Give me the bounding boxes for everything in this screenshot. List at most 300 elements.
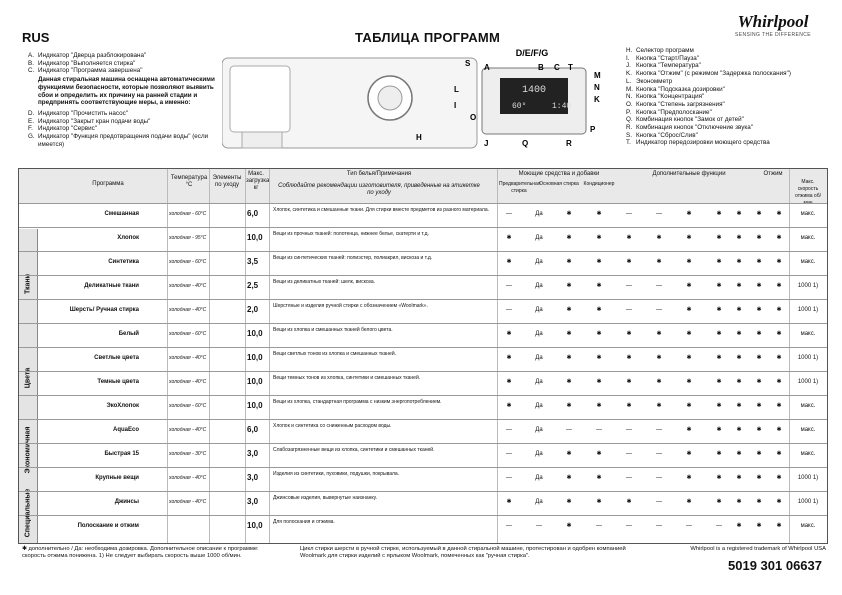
option-mark: ✱: [736, 475, 742, 481]
header-fabric-sub: Соблюдайте рекомендации изготовителя, приведенные на этикетке по уходу: [278, 183, 480, 196]
option-mark: —: [506, 523, 512, 529]
legend-text: Кнопка "Предполоскание": [636, 108, 712, 116]
callout-defg: D/E/F/G: [515, 48, 549, 58]
option-mark: —: [506, 475, 512, 481]
legend-key: K.: [626, 70, 632, 78]
option-mark: ✱: [566, 523, 572, 529]
option-mark: ✱: [776, 499, 782, 505]
header-conditioner: Кондиционер: [583, 181, 615, 187]
legend-text: Индикатор "Сервис": [38, 125, 98, 133]
program-note: Вещи из хлопка и смешанных тканей белого цвета.: [273, 327, 393, 333]
row-divider: [19, 227, 827, 228]
program-load: 10,0: [247, 377, 263, 386]
option-mark: Да: [535, 379, 543, 385]
option-mark: ✱: [716, 379, 722, 385]
callout-p: P: [590, 125, 596, 134]
program-note: Вещи из прочных тканей: полотенца, нижнее белье, скатерти и т.д.: [273, 231, 429, 237]
option-mark: ✱: [566, 379, 572, 385]
program-note: Изделия из синтетики, пуховики, подушки, покрывала.: [273, 471, 400, 477]
program-name: AquaEco: [112, 427, 139, 433]
lcd-spin: 1400: [521, 85, 547, 96]
option-mark: —: [596, 523, 602, 529]
option-mark: —: [506, 451, 512, 457]
program-load: 10,0: [247, 401, 263, 410]
option-mark: ✱: [566, 331, 572, 337]
option-mark: ✱: [656, 259, 662, 265]
option-mark: ✱: [566, 499, 572, 505]
callout-l: L: [454, 85, 459, 94]
row-divider: [19, 275, 827, 276]
legend-left: [28, 52, 216, 148]
option-mark: ✱: [566, 307, 572, 313]
option-mark: ✱: [686, 379, 692, 385]
option-mark: ✱: [716, 403, 722, 409]
option-mark: ✱: [626, 331, 632, 337]
program-note: Для полоскания и отжима.: [273, 519, 335, 525]
option-mark: ✱: [736, 523, 742, 529]
program-spin: макс.: [800, 211, 816, 217]
program-note: Вещи из хлопка, стандартная программа с низким энергопотреблением.: [273, 399, 442, 405]
callout-m: M: [594, 71, 601, 80]
option-mark: —: [506, 211, 512, 217]
option-mark: ✱: [626, 403, 632, 409]
header-fabric: Тип белья/Примечания: [346, 171, 412, 177]
program-temp: холодная - 40°C: [169, 355, 207, 361]
option-mark: —: [656, 499, 662, 505]
program-temp: холодная - 40°C: [169, 475, 207, 481]
option-mark: —: [536, 523, 542, 529]
option-mark: —: [656, 475, 662, 481]
option-mark: —: [506, 307, 512, 313]
option-mark: —: [686, 523, 692, 529]
option-mark: ✱: [596, 379, 602, 385]
option-mark: ✱: [566, 211, 572, 217]
option-mark: ✱: [686, 259, 692, 265]
option-mark: Да: [535, 355, 543, 361]
option-mark: —: [596, 427, 602, 433]
legend-key: I.: [626, 54, 630, 62]
program-note: Вещи из деликатных тканей: шелк, вискоза.: [273, 279, 376, 285]
option-mark: ✱: [716, 427, 722, 433]
program-note: Хлопок и синтетика со сниженным расходом воды.: [273, 423, 392, 429]
option-mark: ✱: [686, 475, 692, 481]
legend-key: F.: [28, 125, 33, 133]
option-mark: Да: [535, 499, 543, 505]
option-mark: ✱: [756, 427, 762, 433]
program-spin: 1000 1): [797, 307, 819, 313]
group-label: Специальные: [24, 488, 32, 538]
option-mark: Да: [535, 259, 543, 265]
option-mark: ✱: [736, 331, 742, 337]
option-mark: ✱: [716, 355, 722, 361]
legend-key: S.: [626, 131, 632, 139]
option-mark: Да: [535, 307, 543, 313]
option-mark: ✱: [596, 403, 602, 409]
program-temp: холодная - 40°C: [169, 427, 207, 433]
program-load: 6,0: [247, 209, 259, 218]
option-mark: ✱: [626, 499, 632, 505]
program-spin: 1000 1): [797, 283, 819, 289]
legend-key: E.: [28, 117, 34, 125]
option-mark: ✱: [756, 331, 762, 337]
option-mark: ✱: [716, 307, 722, 313]
brand-name: Whirlpool: [737, 12, 809, 31]
option-mark: —: [716, 523, 722, 529]
callout-k: K: [594, 95, 600, 104]
option-mark: ✱: [756, 475, 762, 481]
program-load: 10,0: [247, 353, 263, 362]
option-mark: ✱: [566, 475, 572, 481]
callout-o: O: [470, 113, 477, 122]
header-options: Дополнительные функции: [652, 171, 726, 177]
header-detergent: Моющие средства и добавки: [518, 171, 600, 177]
option-mark: Да: [535, 403, 543, 409]
option-mark: Да: [535, 283, 543, 289]
brand-tagline: SENSING THE DIFFERENCE: [735, 32, 811, 38]
option-mark: ✱: [756, 283, 762, 289]
program-load: 3,0: [247, 473, 259, 482]
row-divider: [19, 347, 827, 348]
program-spin: макс.: [800, 523, 816, 529]
option-mark: —: [626, 307, 632, 313]
option-mark: ✱: [506, 355, 512, 361]
program-name: Джинсы: [114, 499, 139, 505]
option-mark: ✱: [566, 451, 572, 457]
program-spin: макс.: [800, 403, 816, 409]
program-note: Вещи светлых тонов из хлопка и смешанных тканей.: [273, 351, 397, 357]
callout-a: A: [484, 63, 490, 72]
option-mark: ✱: [776, 403, 782, 409]
lcd-temp: 60°: [512, 102, 527, 111]
program-load: 3,5: [247, 257, 259, 266]
option-mark: —: [656, 211, 662, 217]
program-load: 10,0: [247, 329, 263, 338]
program-temp: холодная - 60°C: [169, 259, 207, 265]
program-note: Хлопок, синтетика и смешанные ткани. Для стирки вместе предметов из разного материала.: [273, 207, 489, 213]
program-name: Темные цвета: [97, 379, 139, 385]
program-load: 3,0: [247, 449, 259, 458]
option-mark: ✱: [656, 403, 662, 409]
program-note: Шерстяные и изделия ручной стирки с обозначением «Woolmark».: [273, 303, 428, 309]
program-spin: 1000 1): [797, 499, 819, 505]
legend-key: N.: [626, 93, 633, 101]
group-eco: [19, 417, 38, 483]
legend-key: R.: [626, 124, 633, 132]
option-mark: ✱: [686, 355, 692, 361]
option-mark: ✱: [776, 427, 782, 433]
option-mark: ✱: [716, 283, 722, 289]
legend-key: Q.: [626, 116, 633, 124]
program-name: Хлопок: [117, 235, 139, 241]
header-care-elements: Элементы по уходу: [212, 175, 242, 188]
program-table: [18, 168, 828, 544]
option-mark: Да: [535, 451, 543, 457]
option-mark: ✱: [716, 451, 722, 457]
option-mark: ✱: [736, 379, 742, 385]
option-mark: —: [566, 427, 572, 433]
option-mark: ✱: [596, 355, 602, 361]
option-mark: ✱: [596, 331, 602, 337]
option-mark: ✱: [566, 403, 572, 409]
row-divider: [19, 251, 827, 252]
program-temp: холодная - 30°C: [169, 451, 207, 457]
legend-key: G.: [28, 133, 35, 141]
knob-center: [378, 86, 402, 110]
legend-key: B.: [28, 59, 34, 67]
option-mark: ✱: [626, 235, 632, 241]
legend-text: Комбинация кнопок "Отключение звука": [636, 124, 753, 132]
option-mark: ✱: [736, 403, 742, 409]
callout-s: S: [465, 59, 471, 68]
option-mark: ✱: [566, 235, 572, 241]
callout-t: T: [568, 63, 573, 72]
group-label: Ткани: [24, 274, 32, 294]
program-spin: 1000 1): [797, 379, 819, 385]
option-mark: ✱: [756, 355, 762, 361]
header-max-load: Макс. загрузка кг: [246, 171, 270, 191]
option-mark: ✱: [756, 307, 762, 313]
option-mark: ✱: [656, 379, 662, 385]
callout-q: Q: [522, 139, 529, 148]
legend-right: [626, 47, 826, 147]
option-mark: —: [626, 283, 632, 289]
program-note: Вещи темных тонов из хлопка, синтетики и смешанных тканей.: [273, 375, 421, 381]
program-name: ЭкоХлопок: [106, 403, 139, 409]
document-code: 5019 301 06637: [728, 558, 822, 573]
option-mark: ✱: [736, 211, 742, 217]
legend-text: Индикатор "Дверца разблокирована": [38, 52, 147, 59]
legend-text: Кнопка "Концентрация": [636, 93, 705, 101]
header-mainwash: Основная стирка: [539, 181, 579, 187]
option-mark: ✱: [736, 235, 742, 241]
legend-key: A.: [28, 52, 34, 59]
footnote-center: Цикл стирки шерсти в ручной стирке, используемый в данной стиральной машине, протестирован и одобрен компанией Woolmark для стирки изделий с ярлыком Woolmark, помеченных как "ручная стирка".: [300, 546, 626, 559]
option-mark: Да: [535, 235, 543, 241]
option-mark: ✱: [596, 451, 602, 457]
header-program: Программа: [92, 181, 124, 187]
option-mark: —: [656, 427, 662, 433]
option-mark: ✱: [776, 283, 782, 289]
option-mark: ✱: [686, 427, 692, 433]
callout-n: N: [594, 83, 600, 92]
option-mark: ✱: [776, 451, 782, 457]
page-title: ТАБЛИЦА ПРОГРАММ: [355, 30, 501, 45]
legend-key: P.: [626, 108, 632, 116]
option-mark: ✱: [686, 235, 692, 241]
legend-key: H.: [626, 47, 633, 54]
option-mark: ✱: [756, 211, 762, 217]
option-mark: ✱: [506, 331, 512, 337]
option-mark: ✱: [506, 235, 512, 241]
legend-text: Кнопка "Подсказка дозировки": [636, 85, 725, 93]
option-mark: ✱: [776, 355, 782, 361]
program-load: 2,5: [247, 281, 259, 290]
option-mark: ✱: [596, 259, 602, 265]
option-mark: Да: [535, 427, 543, 433]
header-spin: Отжим: [763, 171, 783, 177]
option-mark: ✱: [776, 379, 782, 385]
program-name: Светлые цвета: [94, 355, 139, 361]
group-colors: [19, 339, 38, 417]
group-special: [19, 483, 38, 543]
callout-r: R: [566, 139, 572, 148]
legend-key: O.: [626, 100, 633, 108]
callout-b: B: [538, 63, 544, 72]
row-divider: [19, 299, 827, 300]
detergent-drawer: [230, 66, 290, 132]
option-mark: ✱: [716, 235, 722, 241]
option-mark: Да: [535, 331, 543, 337]
option-mark: —: [626, 451, 632, 457]
option-mark: ✱: [656, 235, 662, 241]
option-mark: ✱: [776, 331, 782, 337]
option-mark: ✱: [566, 259, 572, 265]
legend-text: Экономметр: [636, 77, 673, 85]
option-mark: ✱: [626, 259, 632, 265]
program-note: Слабозагрязненные вещи из хлопка, синтетики и смешанных тканей.: [273, 447, 435, 453]
legend-text: Кнопка "Степень загрязнения": [636, 100, 725, 108]
legend-text: Индикатор "Программа завершена": [38, 67, 143, 75]
option-mark: ✱: [686, 451, 692, 457]
option-mark: ✱: [686, 283, 692, 289]
option-mark: ✱: [656, 355, 662, 361]
row-divider: [19, 395, 827, 396]
legend-key: C.: [28, 67, 35, 75]
program-spin: макс.: [800, 259, 816, 265]
safety-paragraph: Данная стиральная машина оснащена автоматическими функциями безопасности, которые позволяют выявить сбои и определить их причину на ранней стадии и предпринять соответствующие меры, а именно:: [38, 76, 215, 107]
option-mark: ✱: [776, 523, 782, 529]
program-spin: макс.: [800, 235, 816, 241]
option-mark: —: [626, 523, 632, 529]
option-mark: ✱: [686, 331, 692, 337]
program-temp: холодная - 60°C: [169, 211, 207, 217]
option-mark: ✱: [736, 355, 742, 361]
program-name: Белый: [118, 331, 139, 337]
program-temp: холодная - 40°C: [169, 499, 207, 505]
legend-text: Кнопка "Старт/Пауза": [636, 54, 700, 62]
legend-key: M.: [626, 85, 633, 93]
option-mark: ✱: [776, 235, 782, 241]
option-mark: ✱: [756, 523, 762, 529]
option-mark: ✱: [776, 475, 782, 481]
program-spin: макс.: [800, 331, 816, 337]
option-mark: —: [626, 211, 632, 217]
option-mark: ✱: [596, 235, 602, 241]
option-mark: —: [626, 475, 632, 481]
lcd-time: 1:40: [552, 102, 572, 111]
program-spin: макс.: [800, 427, 816, 433]
footnote-left: ✱ дополнительно / Да: необходима дозировка. Дополнительное описание к программе: скорость отжима понижена. 1) Не следует выбирать скорость выше 1000 об/мин.: [22, 546, 259, 559]
program-temp: холодная - 40°C: [169, 379, 207, 385]
program-load: 10,0: [247, 521, 263, 530]
option-mark: ✱: [776, 307, 782, 313]
option-mark: ✱: [506, 403, 512, 409]
legend-key: J.: [626, 62, 631, 70]
option-mark: ✱: [776, 259, 782, 265]
option-mark: ✱: [596, 475, 602, 481]
program-load: 10,0: [247, 233, 263, 242]
option-mark: ✱: [656, 331, 662, 337]
option-mark: ✱: [736, 259, 742, 265]
program-temp: холодная - 40°C: [169, 283, 207, 289]
program-spin: 1000 1): [797, 355, 819, 361]
program-name: Деликатные ткани: [84, 283, 139, 289]
option-mark: ✱: [506, 379, 512, 385]
legend-key: T.: [626, 139, 631, 147]
program-name: Крупные вещи: [95, 475, 139, 481]
option-mark: ✱: [566, 355, 572, 361]
group-label: Экономичная: [24, 426, 32, 474]
option-mark: ✱: [626, 379, 632, 385]
option-mark: ✱: [736, 283, 742, 289]
option-mark: ✱: [736, 307, 742, 313]
callout-h: H: [416, 133, 422, 142]
legend-text: Селектор программ: [636, 47, 694, 54]
option-mark: Да: [535, 211, 543, 217]
option-mark: ✱: [716, 475, 722, 481]
option-mark: ✱: [686, 307, 692, 313]
legend-text: Кнопка "Сброс/Слив": [636, 131, 698, 139]
legend-key: D.: [28, 109, 35, 117]
program-spin: макс.: [800, 451, 816, 457]
language-code: RUS: [22, 30, 50, 45]
option-mark: ✱: [716, 259, 722, 265]
legend-text: Кнопка "Температура": [636, 62, 701, 70]
program-name: Быстрая 15: [104, 451, 139, 457]
program-load: 3,0: [247, 497, 259, 506]
row-divider: [19, 515, 827, 516]
program-note: Вещи из синтетических тканей: полиэстер, полиакрил, вискоза и т.д.: [273, 255, 433, 261]
row-divider: [19, 419, 827, 420]
row-divider: [19, 371, 827, 372]
program-name: Полоскание и отжим: [77, 523, 139, 529]
row-divider: [19, 491, 827, 492]
option-mark: ✱: [736, 427, 742, 433]
legend-text: Индикатор "Прочистить насос": [38, 109, 128, 117]
option-mark: ✱: [626, 355, 632, 361]
program-name: Синтетика: [108, 259, 139, 265]
option-mark: —: [656, 307, 662, 313]
program-note: Джинсовые изделия, вывернутые наизнанку.: [273, 495, 378, 501]
option-mark: ✱: [506, 499, 512, 505]
callout-j: J: [484, 139, 489, 148]
option-mark: ✱: [756, 379, 762, 385]
legend-text: Индикатор передозировки моющего средства: [636, 139, 770, 147]
option-mark: Да: [535, 475, 543, 481]
brand-logo: [718, 12, 828, 38]
option-mark: ✱: [756, 499, 762, 505]
option-mark: ✱: [596, 211, 602, 217]
option-mark: ✱: [716, 331, 722, 337]
row-divider: [19, 323, 827, 324]
option-mark: —: [506, 427, 512, 433]
legend-text: Индикатор "Закрыт кран подачи воды": [38, 117, 151, 125]
program-temp: холодная - 95°C: [169, 235, 207, 241]
option-mark: ✱: [756, 403, 762, 409]
row-divider: [19, 467, 827, 468]
option-mark: —: [506, 283, 512, 289]
option-mark: ✱: [776, 211, 782, 217]
program-name: Смешанная: [104, 211, 139, 217]
option-mark: ✱: [506, 259, 512, 265]
option-mark: ✱: [566, 283, 572, 289]
callout-i: I: [454, 101, 457, 110]
option-mark: ✱: [716, 211, 722, 217]
legend-text: Индикатор "Выполняется стирка": [38, 59, 136, 67]
program-load: 2,0: [247, 305, 259, 314]
option-mark: ✱: [596, 499, 602, 505]
program-spin: 1000 1): [797, 475, 819, 481]
